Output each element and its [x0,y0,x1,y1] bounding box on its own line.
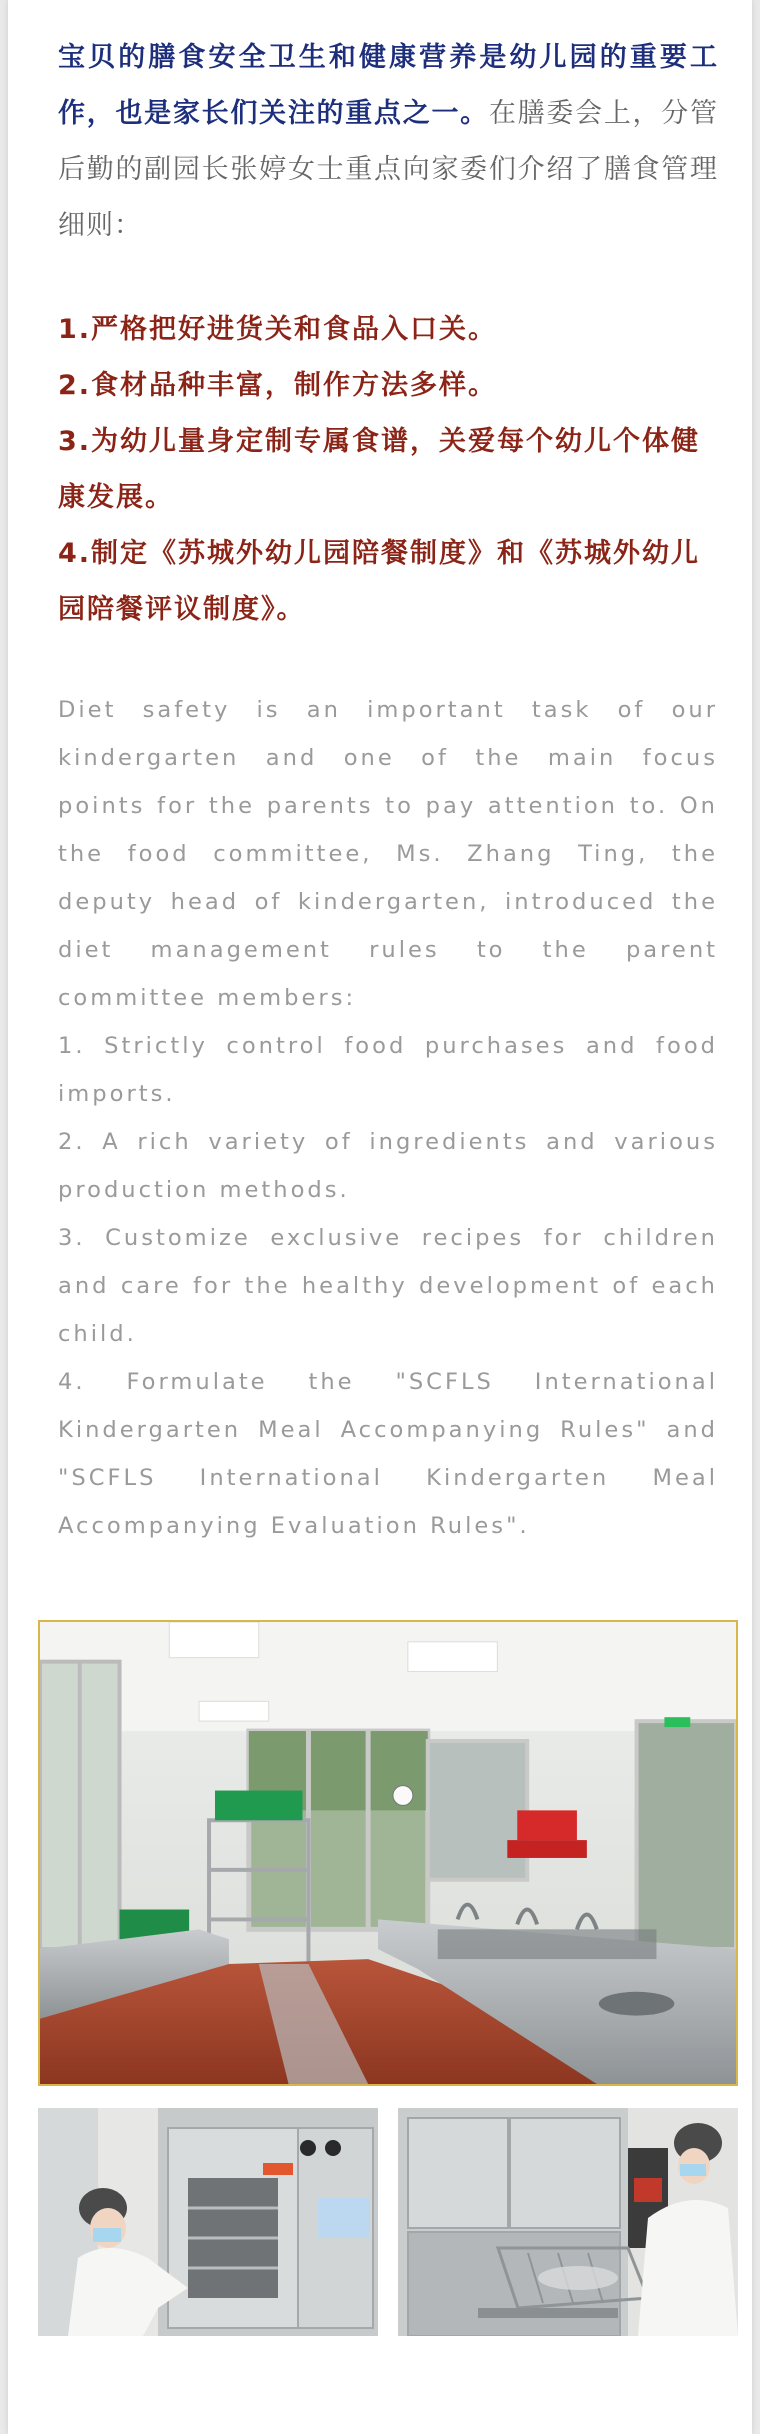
intro-paragraph [58,30,718,254]
english-item: 1. Strictly control food purchases and food imports. [58,1033,718,1107]
intro-highlight: 宝贝的膳食安全卫生和健康营养是幼儿园的重要工作，也是家长们关注的重点之一。 [58,42,718,129]
english-item: 4. Formulate the "SCFLS International Kindergarten Meal Accompanying Rules" and "SCFLS International Kindergarten Meal Accompanying Evaluation Rules". [58,1369,718,1539]
rule-item: 3.为幼儿量身定制专属食谱，关爱每个幼儿个体健康发展。 [58,426,701,513]
intro-text: 在膳委会上，分管后勤的副园长张婷女士重点向家委们介绍了膳食管理细则： [58,98,719,241]
english-intro: Diet safety is an important task of our kindergarten and one of the main focus points for the parents to pay attention to. On the food committee, Ms. Zhang Ting, the deputy head of kindergarten, introduced the diet management rules to the parent committee members: [58,697,718,1011]
rule-item: 4.制定《苏城外幼儿园陪餐制度》和《苏城外幼儿园陪餐评议制度》。 [58,538,701,625]
sterilizer-photo [38,2108,378,2336]
dish-cabinet-photo [398,2108,738,2336]
rules-list [58,302,718,638]
english-translation [58,686,718,1550]
rule-item: 1.严格把好进货关和食品入口关。 [58,314,498,345]
article-card [8,0,752,2434]
kitchen-photo [38,1620,738,2086]
rule-item: 2.食材品种丰富，制作方法多样。 [58,370,498,401]
english-item: 2. A rich variety of ingredients and various production methods. [58,1129,718,1203]
english-item: 3. Customize exclusive recipes for children and care for the healthy development of each child. [58,1225,718,1347]
